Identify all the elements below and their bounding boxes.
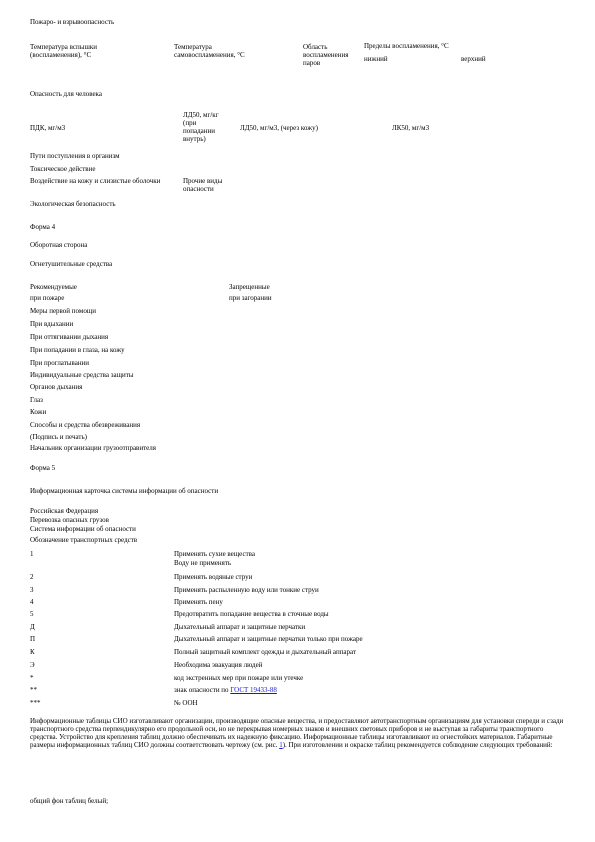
ingestion: При проглатывании bbox=[30, 359, 90, 367]
meaning-cell: Воду не применять bbox=[174, 559, 232, 567]
in-fire-label: при пожаре bbox=[30, 294, 65, 302]
figure-link[interactable]: 1 bbox=[279, 741, 283, 750]
code-cell: Э bbox=[30, 661, 35, 669]
skin: Кожи bbox=[30, 408, 47, 416]
row-toxic-action: Токсическое действие bbox=[30, 165, 96, 173]
shipper-head: Начальник организации грузоотправителя bbox=[30, 444, 156, 452]
col-ld50-inside: ЛД50, мг/кг (при попадании внутрь) bbox=[183, 111, 219, 144]
row-intake-routes: Пути поступления в организм bbox=[30, 152, 120, 160]
respiratory-organs: Органов дыхания bbox=[30, 383, 83, 391]
code-cell: * bbox=[30, 674, 34, 682]
code-cell: П bbox=[30, 635, 36, 643]
meaning-cell: Применять пену bbox=[174, 598, 223, 606]
col-autoignition: Температура самовоспламенения, °С bbox=[174, 43, 245, 60]
signature-seal: (Подпись и печать) bbox=[30, 433, 87, 441]
meaning-cell: Дыхательный аппарат и защитные перчатки bbox=[174, 623, 306, 631]
section-human-hazard-title: Опасность для человека bbox=[30, 90, 102, 98]
paragraph-text: Информационные таблицы СИО изготавливают организации, производящие опасные вещества, и предоставляют автотранспортным организациям для установки спереди и сзади транспортного средства перпендикулярно его продольной оси, но не перекрывая номерных знаков и внешних световых приборов и не выступая за габариты транспортного средства. Устройство для крепления таблиц должно обеспечивать их надежную фиксацию. Информационные таблицы изготавливают из огнестойких материалов. Габаритные размеры информационных таблиц СИО должны соответствовать чертежу (см. рис. bbox=[30, 717, 564, 750]
meaning-cell: Применять сухие вещества bbox=[174, 550, 255, 558]
code-cell: ** bbox=[30, 686, 37, 694]
header-line: Перевозка опасных грузов bbox=[30, 516, 109, 524]
prohibited-label: Запрещенные bbox=[229, 283, 270, 291]
meaning-cell: код экстренных мер при пожаре или утечке bbox=[174, 674, 304, 682]
ppe: Индивидуальные средства защиты bbox=[30, 371, 134, 379]
code-cell: *** bbox=[30, 699, 41, 707]
vehicle-designation: Обозначение транспортных средств bbox=[30, 536, 138, 544]
meaning-cell: Предотвратить попадание вещества в сточные воды bbox=[174, 610, 329, 618]
col-lk50: ЛК50, мг/м3 bbox=[392, 124, 430, 132]
section-fire-title: Пожаро- и взрывоопасность bbox=[30, 18, 115, 26]
header-line: Система информации об опасности bbox=[30, 525, 136, 533]
col-flash-point: Температура вспышки (воспламенения), °С bbox=[30, 43, 98, 60]
info-card-title: Информационная карточка системы информации об опасности bbox=[30, 487, 219, 495]
extinguishing-means: Огнетушительные средства bbox=[30, 260, 113, 268]
inhalation: При вдыхании bbox=[30, 320, 74, 328]
meaning-cell: Полный защитный комплект одежды и дыхательный аппарат bbox=[174, 648, 357, 656]
code-cell: 4 bbox=[30, 598, 34, 606]
code-cell: 2 bbox=[30, 573, 34, 581]
last-line: общий фон таблиц белый; bbox=[30, 797, 109, 805]
code-cell: 1 bbox=[30, 550, 34, 558]
meaning-cell: Дыхательный аппарат и защитные перчатки только при пожаре bbox=[174, 635, 363, 643]
meaning-cell: Применять распыленную воду или тонкие струи bbox=[174, 586, 319, 594]
meaning-cell: Необходима эвакуация людей bbox=[174, 661, 263, 669]
meaning-cell: № ООН bbox=[174, 699, 198, 707]
col-upper-limit: верхний bbox=[461, 55, 486, 63]
recommended-label: Рекомендуемые bbox=[30, 283, 77, 291]
col-ignition-limits: Пределы воспламенения, °С bbox=[364, 42, 449, 50]
other-hazards: Прочие виды опасности bbox=[183, 177, 223, 194]
neutralization: Способы и средства обезвреживания bbox=[30, 421, 141, 429]
code-cell: 5 bbox=[30, 610, 34, 618]
form5-title: Форма 5 bbox=[30, 464, 56, 472]
row-skin-effect: Воздействие на кожу и слизистые оболочки bbox=[30, 177, 161, 185]
col-ld50-skin: ЛД50, мг/м3, (через кожу) bbox=[240, 124, 318, 132]
eyes: Глаз bbox=[30, 396, 43, 404]
paragraph-text: ). При изготовлении и окраске таблиц рекомендуется соблюдение следующих требований: bbox=[282, 741, 553, 750]
breathing: При оттягивании дыхания bbox=[30, 333, 109, 341]
col-ignition-area: Область воспламенения паров bbox=[303, 43, 349, 68]
meaning-prefix: знак опасности по bbox=[174, 686, 231, 694]
row-ecology: Экологическая безопасность bbox=[30, 200, 116, 208]
code-cell: К bbox=[30, 648, 35, 656]
col-lower-limit: нижний bbox=[364, 55, 388, 63]
form4-title: Форма 4 bbox=[30, 223, 56, 231]
back-side: Оборотная сторона bbox=[30, 241, 88, 249]
meaning-cell bbox=[174, 686, 277, 694]
gost-link[interactable]: ГОСТ 19433-88 bbox=[230, 686, 277, 694]
in-ignition-label: при загорании bbox=[229, 294, 272, 302]
header-line: Российская Федерация bbox=[30, 507, 99, 515]
meaning-cell: Применять водяные струи bbox=[174, 573, 253, 581]
eyes-skin-contact: При попадании в глаза, на кожу bbox=[30, 346, 125, 354]
code-cell: 3 bbox=[30, 586, 34, 594]
first-aid: Меры первой помощи bbox=[30, 307, 96, 315]
col-pdk: ПДК, мг/м3 bbox=[30, 124, 66, 132]
code-cell: Д bbox=[30, 623, 35, 631]
body-paragraph bbox=[30, 717, 570, 749]
